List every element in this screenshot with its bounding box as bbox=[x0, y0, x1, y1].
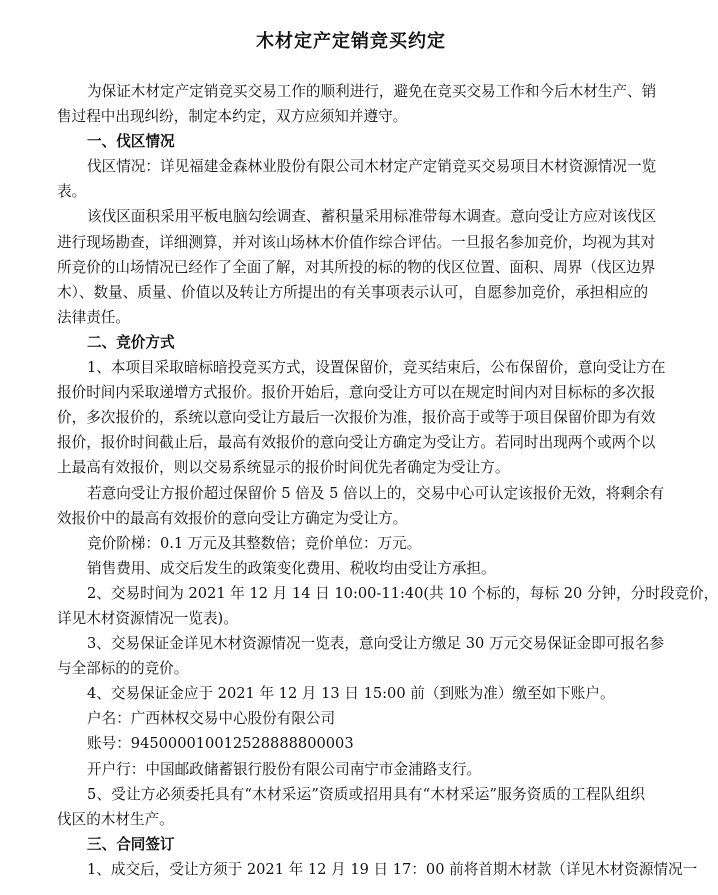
document-body bbox=[57, 79, 718, 882]
paragraph-line: 1、本项目采取暗标暗投竞买方式，设置保留价，竞买结束后，公布保留价，意向受让方在 bbox=[87, 359, 666, 377]
paragraph-line: 报价时间内采取递增方式报价。报价开始后，意向受让方可以在规定时间内对目标标的多次报 bbox=[57, 384, 656, 402]
paragraph-line: 表。 bbox=[57, 183, 87, 201]
paragraph-line: 该伐区面积采用平板电脑勾绘调查、蓄积量采用标准带每木调查。意向受让方应对该伐区 bbox=[87, 208, 657, 226]
section-heading bbox=[57, 330, 645, 355]
paragraph bbox=[57, 857, 698, 882]
paragraph-line: 报价，报价时间截止后，最高有效报价的意向受让方确定为受让方。若同时出现两个或两个以 bbox=[57, 434, 656, 452]
paragraph-line: 4、交易保证金应于 2021 年 12 月 13 日 15:00 前（到账为准）缴至如下账户。 bbox=[87, 685, 615, 703]
paragraph-line: 户名：广西林权交易中心股份有限公司 bbox=[87, 710, 336, 728]
paragraph-line: 法律责任。 bbox=[57, 308, 130, 326]
paragraph-line: 账号：945000010012528888800003 bbox=[87, 735, 354, 753]
paragraph bbox=[57, 731, 645, 756]
paragraph-line: 1、成交后，受让方须于 2021 年 12 月 19 日 17：00 前将首期木材款（详见木材资源情况一 bbox=[87, 860, 698, 878]
paragraph-line: 所竞价的山场情况已经作了全面了解，对其所投的标的物的伐区位置、面积、周界（伐区边界 bbox=[57, 258, 656, 276]
paragraph-line: 价，多次报价的，系统以意向受让方最后一次报价为准，报价高于或等于项目保留价即为有效 bbox=[57, 409, 656, 427]
section-heading bbox=[57, 832, 645, 857]
paragraph-line: 与全部标的的竞价。 bbox=[57, 660, 189, 678]
paragraph-line: 售过程中出现纠纷，制定本约定，双方应须知并遵守。 bbox=[57, 108, 408, 126]
heading-text: 三、合同签订 bbox=[87, 835, 175, 853]
paragraph bbox=[57, 154, 657, 204]
paragraph bbox=[57, 782, 645, 832]
paragraph bbox=[57, 681, 645, 706]
paragraph-line: 5、受让方必须委托具有“木材采运”资质或招用具有“木材采运”服务资质的工程队组织 bbox=[87, 785, 645, 803]
paragraph bbox=[57, 531, 645, 556]
paragraph bbox=[57, 556, 645, 581]
paragraph-line: 伐区情况：详见福建金森林业股份有限公司木材定产定销竞买交易项目木材资源情况一览 bbox=[87, 158, 657, 176]
paragraph-line: 若意向受让方报价超过保留价 5 倍及 5 倍以上的，交易中心可认定该报价无效，将剩余有 bbox=[87, 484, 665, 502]
paragraph-line: 开户行：中国邮政储蓄银行股份有限公司南宁市金浦路支行。 bbox=[87, 760, 482, 778]
paragraph bbox=[57, 481, 665, 531]
heading-text: 一、伐区情况 bbox=[87, 133, 175, 151]
paragraph bbox=[57, 79, 657, 129]
paragraph-line: 2、交易时间为 2021 年 12 月 14 日 10:00-11:40(共 10 个标的，每标 20 分钟，分时段竞价， bbox=[87, 584, 718, 602]
paragraph bbox=[57, 581, 718, 631]
section-heading bbox=[57, 129, 645, 154]
paragraph bbox=[57, 631, 665, 681]
paragraph-line: 上最高有效报价，则以交易系统显示的报价时间优先者确定为受让方。 bbox=[57, 459, 510, 477]
document-title: 木材定产定销竞买约定 bbox=[256, 31, 446, 52]
paragraph bbox=[57, 204, 657, 329]
paragraph-line: 为保证木材定产定销竞买交易工作的顺利进行，避免在竞买交易工作和今后木材生产、销 bbox=[87, 83, 657, 100]
paragraph-line: 进行现场勘查，详细测算，并对该山场林木价值作综合评估。一旦报名参加竞价，均视为其对 bbox=[57, 233, 656, 251]
paragraph-line: 详见木材资源情况一览表)。 bbox=[57, 609, 238, 627]
paragraph-line: 3、交易保证金详见木材资源情况一览表，意向受让方缴足 30 万元交易保证金即可报名参 bbox=[87, 635, 665, 653]
paragraph-line: 伐区的木材生产。 bbox=[57, 810, 174, 828]
paragraph-line: 销售费用、成交后发生的政策变化费用、税收均由受让方承担。 bbox=[87, 559, 496, 577]
paragraph-line: 木）、数量、质量、价值以及转让方所提出的有关事项表示认可，自愿参加竞价，承担相应的 bbox=[57, 283, 649, 301]
heading-text: 二、竞价方式 bbox=[87, 333, 175, 351]
paragraph bbox=[57, 355, 666, 480]
paragraph-line: 效报价中的最高有效报价的意向受让方确定为受让方。 bbox=[57, 509, 408, 527]
paragraph bbox=[57, 706, 645, 731]
paragraph bbox=[57, 757, 645, 782]
paragraph-line: 竞价阶梯：0.1 万元及其整数倍；竞价单位：万元。 bbox=[87, 534, 422, 552]
